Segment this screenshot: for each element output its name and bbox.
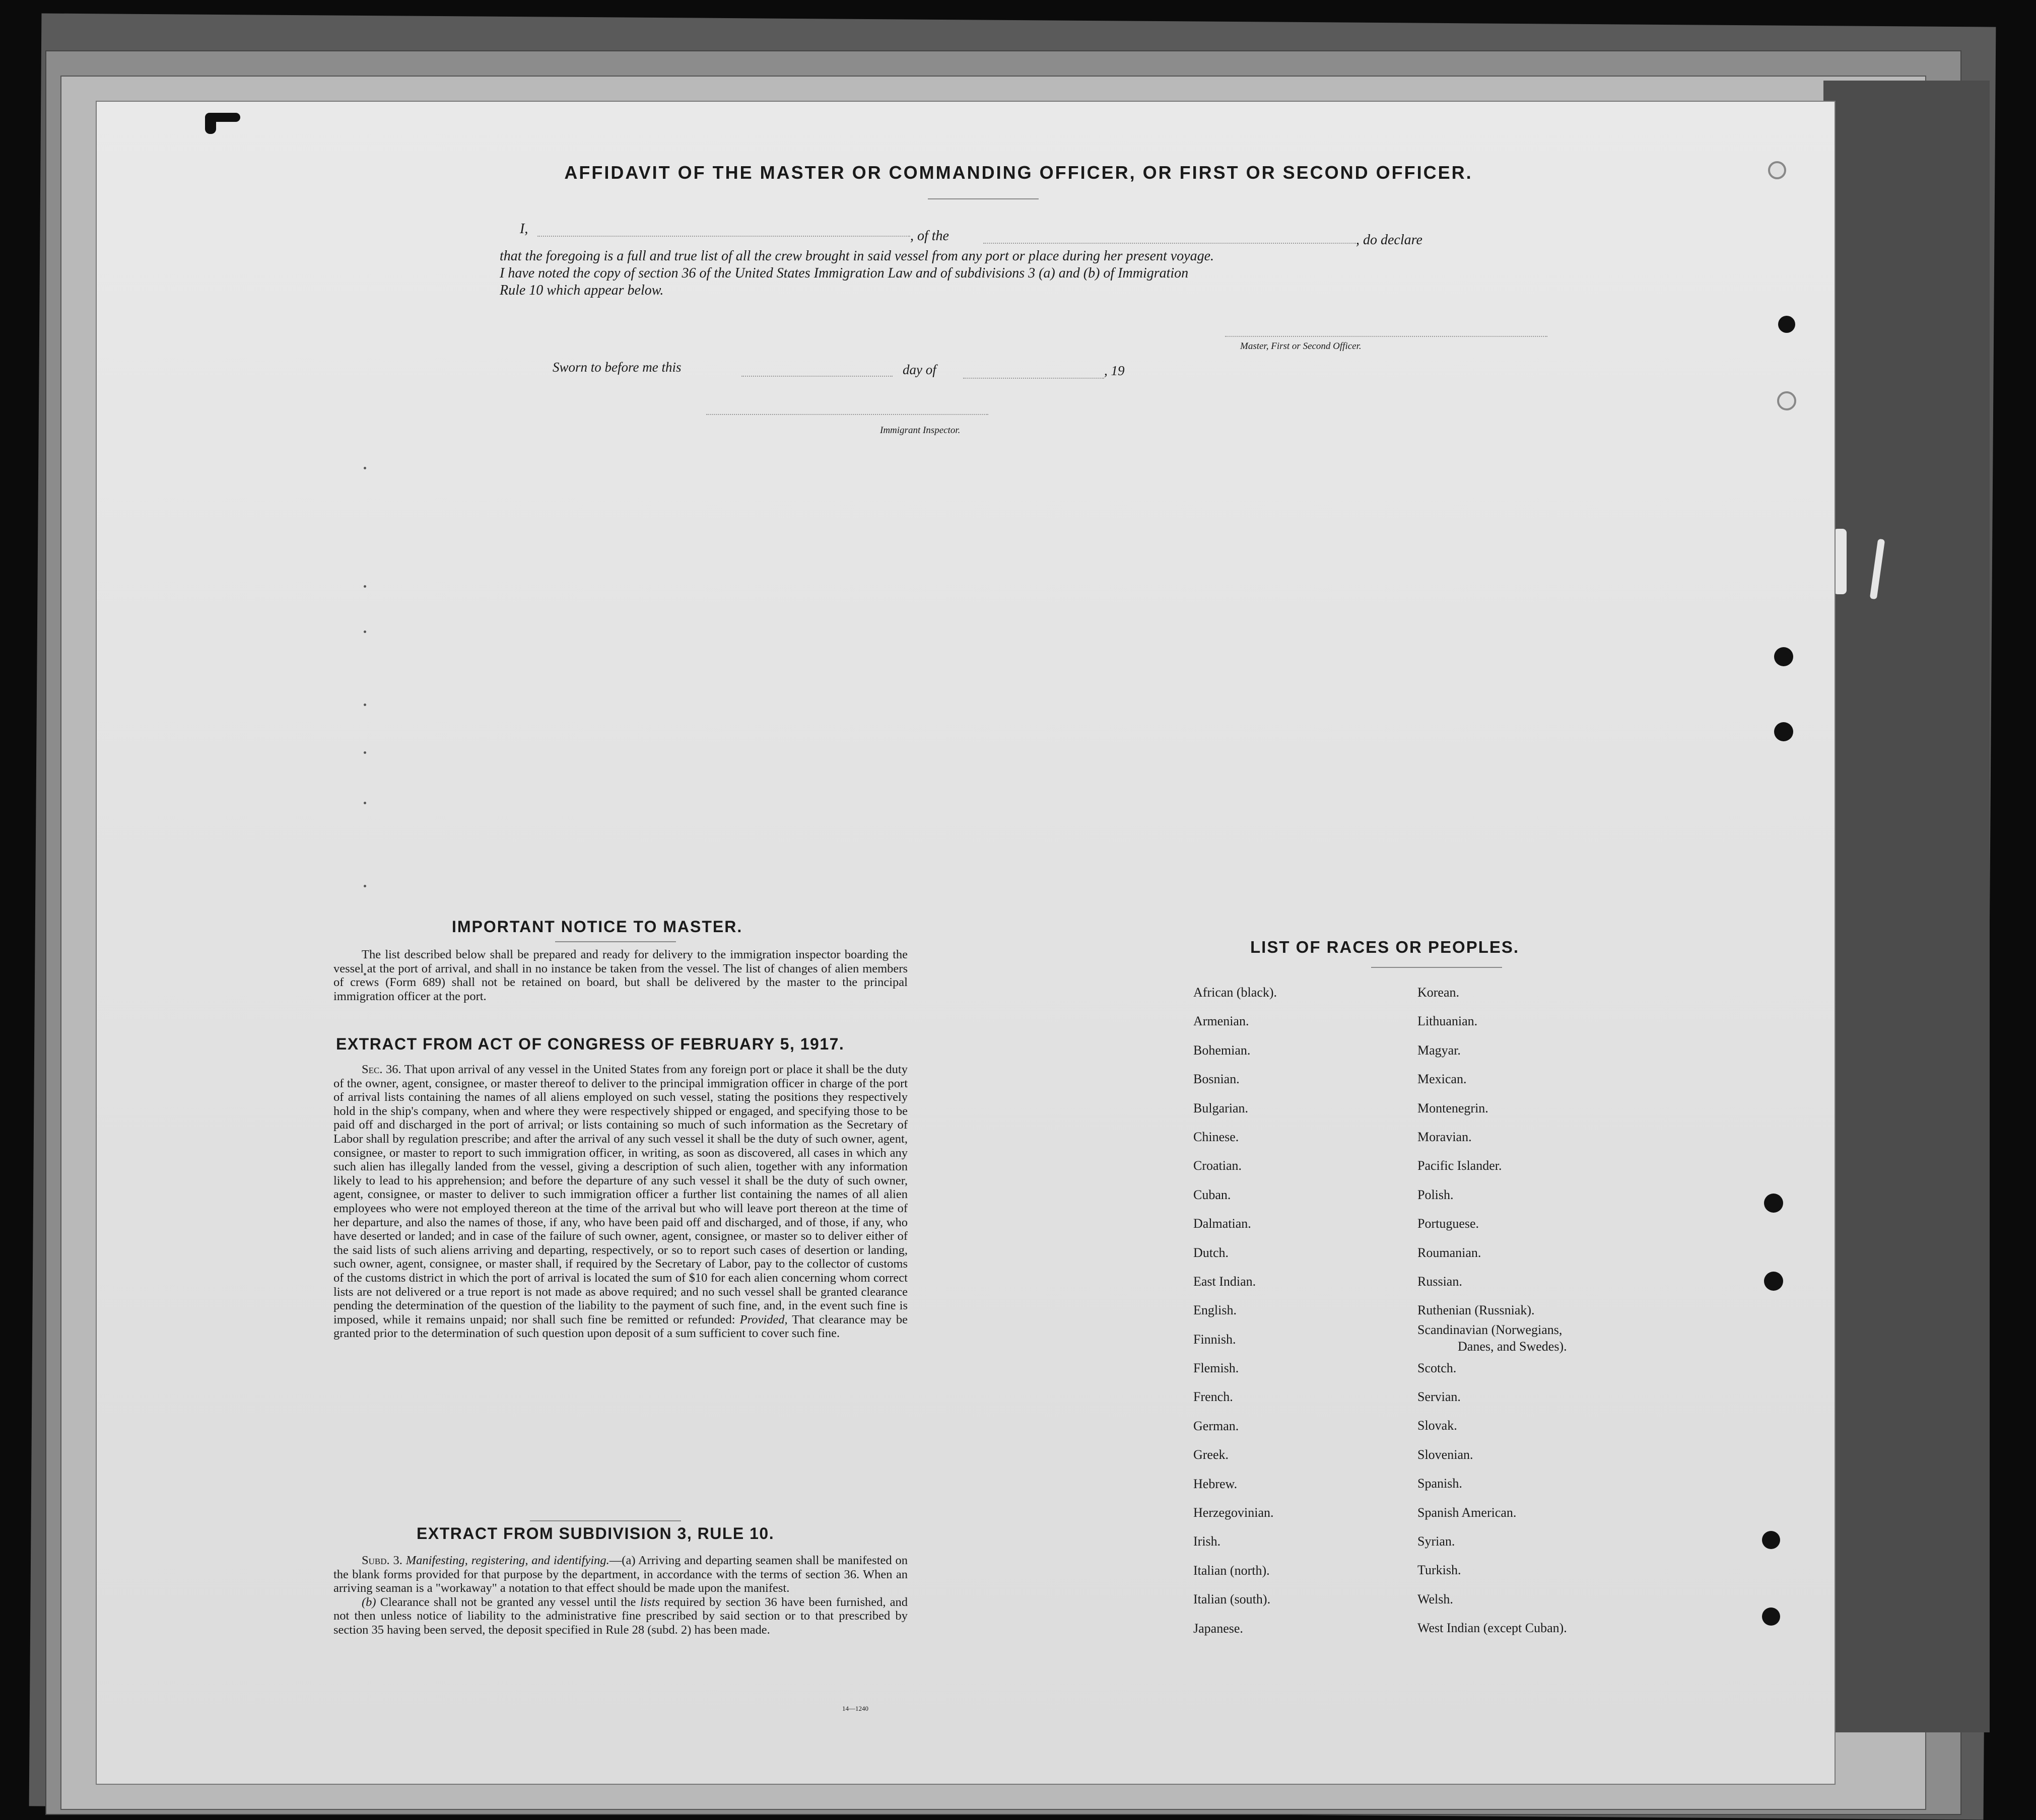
race-item: Dutch. bbox=[1193, 1245, 1229, 1260]
race-item: Mexican. bbox=[1417, 1072, 1467, 1087]
notice-text bbox=[333, 948, 908, 1003]
section-text: That upon arrival of any vessel in the United States from any foreign port or place it shall be the duty of the owner, agent, consignee, or master thereof to deliver to the principal immigration officer in charge of the port of arrival lists containing the names of all aliens employed on such vessel, stating the positions they respectively hold in the ship's company, when and where they were respectively shipped or engaged, and specifying those to be paid off and discharged in the port of arrival; or lists containing so much of such information as the Secretary of Labor shall by regulation prescribe; and after the arrival of any such vessel it shall be the duty of such owner, agent, consignee, or master to report to such immigration officer, in writing, as soon as discovered, all cases in which any such alien has illegally landed from the vessel, giving a description of such alien, together with any information likely to lead to his apprehension; and before the departure of any such vessel it shall be the duty of such owner, agent, consignee, or master to deliver to such immigration officer a further list containing the names of all alien employees who were not employed thereon at the time of the arrival but who will leave port thereon at the time of her departure, and also the names of those, if any, who have been paid off and discharged, and of those, if any, who have deserted or landed; and in case of the failure of such owner, agent, consignee, or master so to deliver either of the said lists of such aliens arriving and departing, respectively, or so to report such cases of desertion or landing, such owner, agent, consignee, or master shall, if required by the Secretary of Labor, pay to the collector of customs of the customs district in which the port of arrival is located the sum of $10 for each alien concerning whom correct lists are not delivered or a true report is not made as above required; and no such vessel shall be granted clearance pending the determination of the question of the liability to the payment of such fine, and, in the event such fine is imposed, while it remains unpaid; nor shall such fine be remitted or refunded: bbox=[333, 1063, 908, 1326]
extract-rule-title: EXTRACT FROM SUBDIVISION 3, RULE 10. bbox=[417, 1524, 775, 1543]
race-item: Pacific Islander. bbox=[1417, 1158, 1502, 1173]
race-item: Armenian. bbox=[1193, 1014, 1249, 1029]
provided-label: Provided, bbox=[739, 1312, 788, 1326]
name-blank[interactable] bbox=[537, 236, 910, 237]
race-item: Greek. bbox=[1193, 1447, 1229, 1462]
punch-hole bbox=[1774, 647, 1793, 666]
extract-rule-text bbox=[333, 1554, 908, 1637]
bleed-dot bbox=[364, 631, 366, 633]
race-item: Croatian. bbox=[1193, 1158, 1242, 1173]
race-item: Bulgarian. bbox=[1193, 1100, 1249, 1115]
race-item: Chinese. bbox=[1193, 1129, 1239, 1144]
ink-mark bbox=[205, 113, 216, 134]
bleed-dot bbox=[364, 467, 366, 469]
race-item: Polish. bbox=[1417, 1187, 1454, 1202]
notice-title: IMPORTANT NOTICE TO MASTER. bbox=[452, 918, 743, 936]
affidavit-title: AFFIDAVIT OF THE MASTER OR COMMANDING OFFICER, OR FIRST OR SECOND OFFICER. bbox=[564, 162, 1473, 183]
rule-divider bbox=[530, 1520, 681, 1521]
race-item: East Indian. bbox=[1193, 1274, 1256, 1289]
race-item: Dalmatian. bbox=[1193, 1216, 1251, 1231]
punch-hole bbox=[1774, 722, 1793, 741]
race-item: Moravian. bbox=[1417, 1129, 1472, 1144]
affidavit-i: I, bbox=[520, 221, 528, 237]
subd-label: Subd. 3. bbox=[362, 1554, 402, 1567]
subd-para-a: —(a) Arriving and departing seamen shall be manifested on the blank forms provided for that purpose by the department, in accordance with the terms of section 36. When an arriving seaman is a "workaway" a notation to that effect should be made upon the manifest. bbox=[333, 1554, 908, 1595]
race-item: Ruthenian (Russniak). bbox=[1417, 1303, 1535, 1318]
master-caption: Master, First or Second Officer. bbox=[1240, 341, 1362, 352]
affidavit-line-3: I have noted the copy of section 36 of the United States Immigration Law and of subdivisions 3 (a) and (b) of Immigration bbox=[500, 265, 1189, 281]
affidavit-declare: , do declare bbox=[1356, 232, 1422, 248]
form-number: 14—1240 bbox=[842, 1705, 868, 1712]
race-item: Roumanian. bbox=[1417, 1245, 1481, 1260]
races-right-column bbox=[1417, 978, 1567, 1643]
race-item: Turkish. bbox=[1417, 1563, 1461, 1578]
section-36-paragraph bbox=[333, 1063, 908, 1341]
race-item: Scotch. bbox=[1417, 1360, 1457, 1375]
day-of-text: day of bbox=[903, 362, 936, 377]
race-item: Cuban. bbox=[1193, 1187, 1231, 1202]
race-item: Herzegovinian. bbox=[1193, 1505, 1274, 1520]
race-item: African (black). bbox=[1193, 985, 1277, 1000]
master-signature-blank[interactable] bbox=[1225, 336, 1547, 337]
section-label: Sec. 36. bbox=[362, 1063, 401, 1076]
race-item: Scandinavian (Norwegians, bbox=[1417, 1322, 1563, 1337]
race-item: Bosnian. bbox=[1193, 1072, 1240, 1087]
race-item: Spanish. bbox=[1417, 1476, 1462, 1491]
race-item: Magyar. bbox=[1417, 1042, 1461, 1058]
race-item: Servian. bbox=[1417, 1389, 1461, 1405]
punch-hole bbox=[1762, 1607, 1780, 1626]
inspector-signature-blank[interactable] bbox=[706, 414, 988, 415]
sworn-month-blank[interactable] bbox=[963, 378, 1104, 379]
race-item: West Indian (except Cuban). bbox=[1417, 1621, 1567, 1636]
race-item: Portuguese. bbox=[1417, 1216, 1479, 1231]
race-item: Syrian. bbox=[1417, 1534, 1455, 1549]
bleed-dot bbox=[364, 704, 366, 706]
race-item: Irish. bbox=[1193, 1534, 1221, 1549]
punch-hole bbox=[1764, 1194, 1783, 1213]
subd-heading: Manifesting, registering, and identifying. bbox=[405, 1554, 609, 1567]
para-b-label: (b) bbox=[362, 1595, 376, 1609]
subd-paragraph-a bbox=[333, 1554, 908, 1595]
title-divider bbox=[928, 198, 1039, 199]
race-item: French. bbox=[1193, 1389, 1233, 1405]
para-b-start: Clearance shall not be granted any vessel until the bbox=[380, 1595, 636, 1609]
bleed-dot bbox=[364, 751, 366, 754]
race-item: German. bbox=[1193, 1418, 1239, 1433]
affidavit-line-4: Rule 10 which appear below. bbox=[500, 283, 664, 298]
punch-hole bbox=[1778, 316, 1795, 333]
punch-hole bbox=[1762, 1531, 1780, 1549]
para-b-rest: required by section 36 have been furnished, and not then unless notice of liability to the administrative fine prescribed by said section or to that prescribed by section 35 having been served, the deposit specified in Rule 28 (subd. 2) has been made. bbox=[333, 1595, 908, 1637]
document-page bbox=[96, 101, 1836, 1785]
race-item: Lithuanian. bbox=[1417, 1014, 1478, 1029]
inspector-caption: Immigrant Inspector. bbox=[880, 425, 961, 436]
races-left-column bbox=[1193, 978, 1277, 1643]
year-text: , 19 bbox=[1104, 363, 1125, 378]
sworn-day-blank[interactable] bbox=[741, 376, 893, 377]
race-item: Spanish American. bbox=[1417, 1505, 1517, 1520]
race-item: Montenegrin. bbox=[1417, 1100, 1488, 1115]
bleed-dot bbox=[364, 802, 366, 804]
affidavit-line-2: that the foregoing is a full and true list of all the crew brought in said vessel from any port or place during her present voyage. bbox=[500, 248, 1214, 264]
race-item: English. bbox=[1193, 1303, 1237, 1318]
notice-paragraph: The list described below shall be prepared and ready for delivery to the immigration inspector boarding the vessel at the port of arrival, and shall in no instance be taken from the vessel. The list of changes of alien members of crews (Form 689) shall not be retained on board, but shall be delivered by the master to the principal immigration officer at the port. bbox=[333, 948, 908, 1003]
race-item: Korean. bbox=[1417, 985, 1460, 1000]
section-text-end: That clearance may be granted prior to the determination of such question upon deposit of a sum sufficient to cover such fine. bbox=[333, 1312, 908, 1341]
races-title: LIST OF RACES OR PEOPLES. bbox=[1250, 938, 1520, 956]
race-item: Flemish. bbox=[1193, 1361, 1239, 1376]
punch-hole bbox=[1777, 391, 1796, 410]
race-item: Slovak. bbox=[1417, 1418, 1457, 1433]
affidavit-of-the: , of the bbox=[910, 228, 949, 244]
race-item: Hebrew. bbox=[1193, 1476, 1238, 1491]
punch-hole bbox=[1764, 1272, 1783, 1291]
race-item: Bohemian. bbox=[1193, 1042, 1251, 1058]
subd-paragraph-b bbox=[333, 1595, 908, 1637]
punch-hole bbox=[1768, 161, 1786, 179]
notice-divider bbox=[555, 941, 676, 942]
vessel-blank[interactable] bbox=[983, 243, 1356, 244]
extract-act-text bbox=[333, 1063, 908, 1341]
race-item: Finnish. bbox=[1193, 1332, 1236, 1347]
race-item: Welsh. bbox=[1417, 1591, 1453, 1606]
bleed-dot bbox=[364, 585, 366, 588]
race-item: Slovenian. bbox=[1417, 1447, 1473, 1462]
sworn-text: Sworn to before me this bbox=[553, 360, 682, 375]
race-item: Italian (south). bbox=[1193, 1592, 1271, 1607]
race-item: Danes, and Swedes). bbox=[1458, 1339, 1567, 1354]
bleed-dot bbox=[364, 885, 366, 887]
folder-edge bbox=[1823, 81, 1990, 1732]
race-item: Japanese. bbox=[1193, 1621, 1243, 1636]
race-item: Russian. bbox=[1417, 1274, 1462, 1289]
extract-act-title: EXTRACT FROM ACT OF CONGRESS OF FEBRUARY 5, 1917. bbox=[336, 1035, 845, 1053]
races-divider bbox=[1371, 967, 1502, 968]
para-b-lists: lists bbox=[640, 1595, 660, 1609]
race-item: Italian (north). bbox=[1193, 1563, 1270, 1578]
